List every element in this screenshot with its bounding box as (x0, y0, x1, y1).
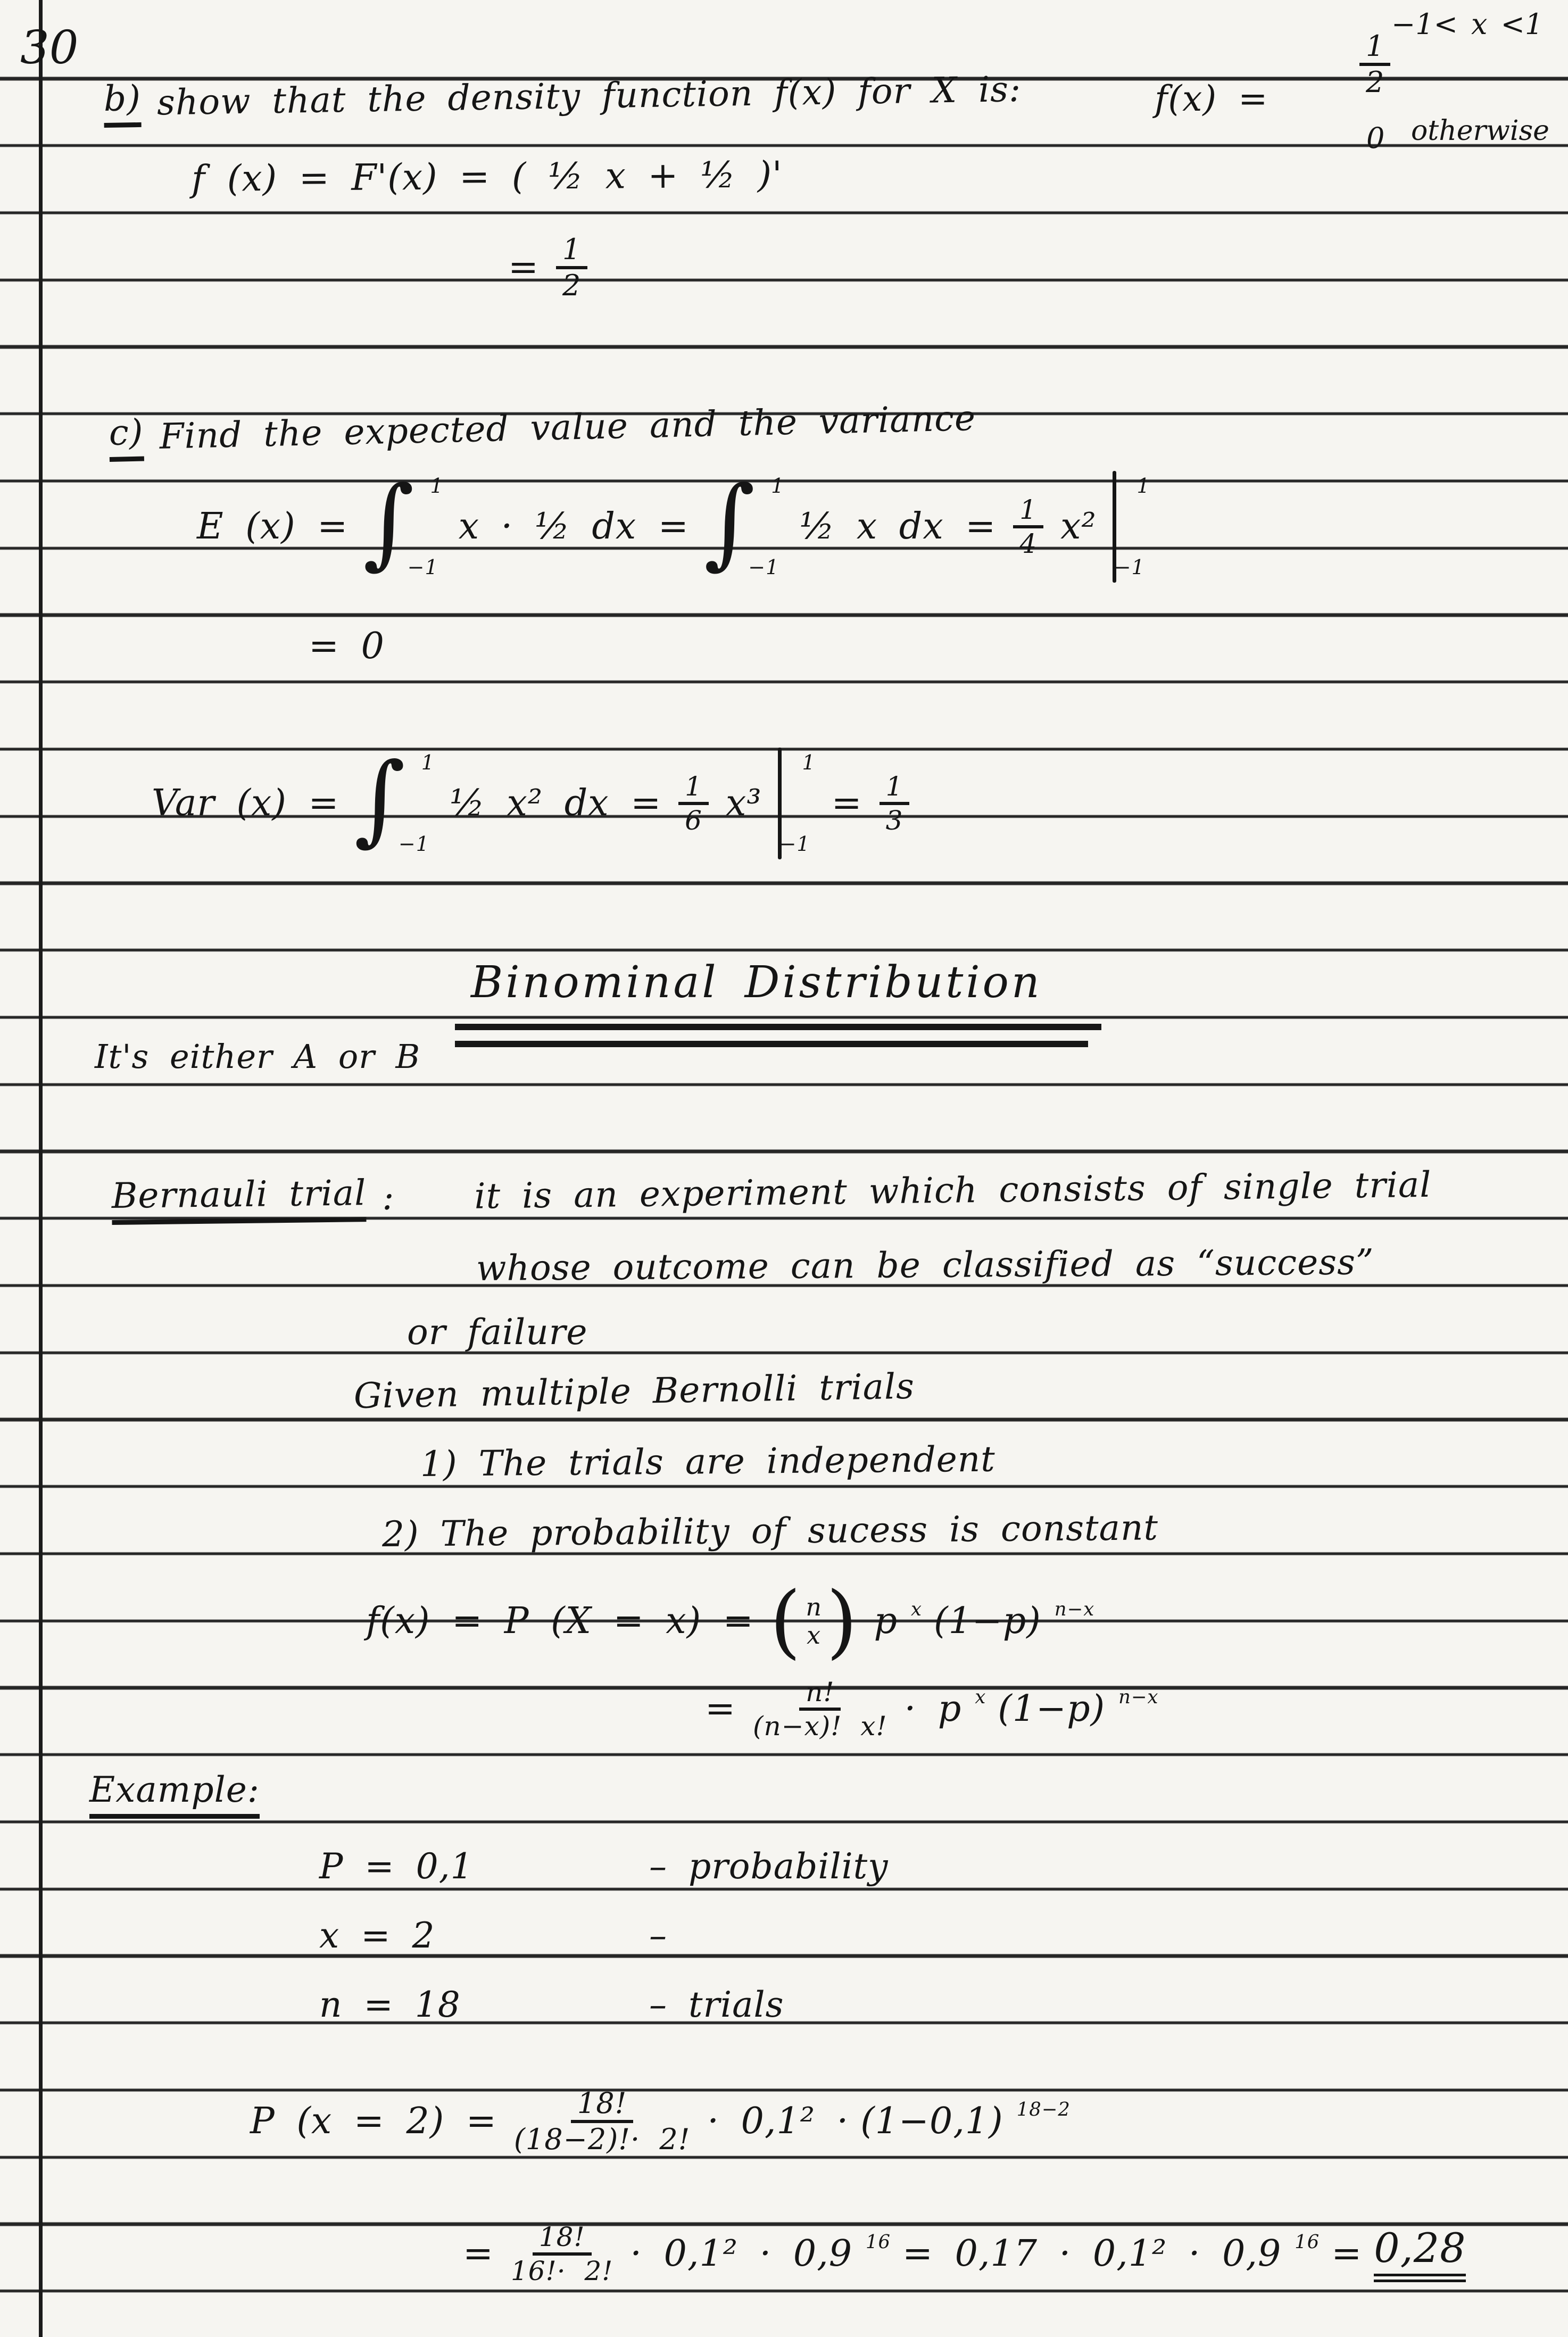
bernoulli-def2-row (476, 1243, 1374, 1288)
piecewise-zero: 0 (1366, 121, 1385, 155)
section-b-row (103, 65, 1022, 128)
open-paren: ( (769, 1575, 802, 1668)
example-p-note: – probability (649, 1846, 889, 1887)
result-mid-3: = (1331, 2232, 1363, 2275)
simplified-row (508, 234, 593, 302)
pmf2-dot-p: · p (904, 1687, 962, 1730)
bernoulli-def3-row (407, 1313, 587, 1352)
example-x-value: x = 2 (319, 1915, 435, 1956)
example-n-value: n = 18 (319, 1984, 461, 2025)
result-exponent-2: 16 (1295, 2231, 1320, 2253)
integral-limits (407, 474, 444, 579)
evaluation-upper-limit: 1 (1136, 474, 1150, 498)
bernoulli-colon: : (381, 1176, 395, 1218)
calc-fraction (514, 2088, 691, 2156)
expected-value-row (197, 463, 1155, 591)
var-body: x³ (725, 782, 762, 824)
pmf2-base: (1−p) (998, 1687, 1106, 1730)
var-coef-denominator: 6 (685, 805, 702, 836)
integral-limits (748, 474, 785, 579)
section-c-row (109, 394, 976, 462)
calc-denominator: (18−2)!· 2! (513, 2123, 691, 2156)
var-result-numerator: 1 (880, 772, 910, 805)
pmf2-denominator: (n−x)! x! (752, 1711, 887, 1742)
calc-mid: · 0,1² · (707, 2100, 849, 2142)
integral-limits (398, 750, 435, 856)
e-coef-denominator: 4 (1019, 528, 1038, 559)
calc-base: (1−0,1) (860, 2100, 1003, 2142)
e-term-1: x · ½ dx = (458, 505, 689, 548)
point1-row (420, 1440, 995, 1484)
integral-upper-limit: 1 (430, 474, 444, 498)
pmf2-fraction (753, 1678, 887, 1741)
evaluation-bar-2 (778, 748, 816, 859)
simplified-fraction (556, 234, 587, 302)
integral-lower-limit: −1 (398, 832, 429, 856)
given-row (353, 1365, 915, 1416)
example-p-value: P = 0,1 (319, 1846, 474, 1887)
evaluation-limits (779, 750, 816, 856)
var-result-eq: = (831, 782, 862, 824)
calc-row (250, 2060, 1071, 2183)
calc-lhs: P (x = 2) = (250, 2100, 497, 2142)
bernoulli-term: Bernauli trial (111, 1174, 366, 1224)
example-label-row (89, 1771, 260, 1819)
example-x-note: – (649, 1915, 667, 1956)
integral-1 (363, 465, 444, 580)
result-eq: = (463, 2232, 494, 2275)
var-lhs: Var (x) = (152, 782, 339, 824)
evaluation-bar-1 (1113, 471, 1150, 583)
section-b-label: b) (103, 79, 141, 128)
result-mid-2: = 0,17 · 0,1² · 0,9 (902, 2232, 1282, 2275)
pmf2-exponent-nx: n−x (1118, 1686, 1159, 1708)
choose-column (801, 1593, 826, 1650)
derivative-row (192, 155, 783, 200)
pmf-lhs: f(x) = P (X = x) = (366, 1600, 754, 1642)
example-x-row (319, 1917, 667, 1955)
piecewise-half-numerator: 1 (1359, 31, 1390, 66)
integral-sign: ∫ (363, 465, 415, 580)
binomial-title-row (471, 959, 1042, 1007)
example-n-row (319, 1986, 784, 2025)
result-exponent-1: 16 (866, 2231, 891, 2253)
section-c-label: c) (109, 413, 144, 462)
e-coef-numerator: 1 (1013, 495, 1043, 528)
piecewise-lhs-row (1155, 80, 1268, 119)
var-result-fraction (880, 772, 910, 835)
pmf-p: p (874, 1600, 898, 1642)
pmf2-numerator: n! (799, 1678, 841, 1711)
bernoulli-def-1: it is an experiment which consists of single trial (474, 1164, 1432, 1217)
margin-line (39, 0, 43, 2337)
var-coefficient-fraction (678, 772, 709, 835)
evaluation-lower-limit: −1 (779, 832, 810, 856)
integral-lower-limit: −1 (407, 555, 438, 579)
e-body: x² (1060, 505, 1097, 548)
integral-3 (354, 741, 435, 857)
example-label: Example: (89, 1771, 260, 1819)
example-p-row (319, 1847, 889, 1886)
bernoulli-row (111, 1161, 1431, 1225)
piecewise-otherwise: otherwise (1411, 115, 1549, 147)
piecewise-lhs: f(x) = (1155, 78, 1268, 119)
example-n-note: – trials (649, 1984, 784, 2025)
section-b-intro: show that the density function f(x) for X is: (156, 68, 1022, 123)
bernoulli-def-2: whose outcome can be classified as “success” (476, 1241, 1374, 1289)
simplified-eq: = (508, 246, 539, 288)
either-row (95, 1039, 420, 1075)
choose-n: n (806, 1593, 822, 1622)
binomial-title: Binominal Distribution (471, 957, 1042, 1008)
point-2: 2) The probability of sucess is constant (381, 1507, 1159, 1555)
point2-row (382, 1509, 1159, 1554)
var-coef-numerator: 1 (678, 772, 709, 805)
pmf2-eq: = (705, 1687, 736, 1730)
var-term: ½ x² dx = (449, 782, 662, 824)
final-answer: 0,28 (1374, 2226, 1466, 2282)
integral-sign: ∫ (703, 465, 756, 580)
result-denominator: 16!· 2! (510, 2256, 613, 2286)
e-zero-row (309, 627, 385, 667)
piecewise-half-fraction (1359, 31, 1390, 98)
integral-lower-limit: −1 (748, 555, 779, 579)
result-fraction (511, 2223, 613, 2285)
pmf-exponent-x: x (911, 1598, 922, 1620)
title-underline (455, 1041, 1088, 1047)
section-c-heading: Find the expected value and the variance (159, 397, 976, 457)
integral-upper-limit: 1 (421, 750, 435, 774)
result-numerator: 18! (533, 2223, 592, 2256)
var-result-denominator: 3 (885, 805, 903, 836)
bernoulli-def-3: or failure (407, 1312, 588, 1353)
evaluation-limits (1114, 474, 1150, 579)
pmf-exponent-nx: n−x (1054, 1598, 1095, 1620)
result-row (463, 2201, 1466, 2307)
calc-exponent: 18−2 (1016, 2098, 1071, 2120)
pmf-expanded-row (705, 1656, 1158, 1762)
result-mid-1: · 0,1² · 0,9 (630, 2232, 853, 2275)
page-number: 30 (20, 21, 79, 74)
calc-numerator: 18! (571, 2088, 633, 2123)
choose-x: x (807, 1621, 822, 1650)
e-lhs: E (x) = (197, 505, 349, 548)
pmf-base: (1−p) (933, 1600, 1041, 1642)
integral-2 (703, 465, 785, 580)
simplified-numerator: 1 (556, 234, 587, 269)
either-text: It's either A or B (95, 1037, 421, 1076)
close-paren: ) (826, 1575, 858, 1668)
title-underline (455, 1024, 1101, 1030)
e-term-2: ½ x dx = (799, 505, 997, 548)
evaluation-upper-limit: 1 (802, 750, 816, 774)
variance-row (152, 740, 915, 867)
integral-upper-limit: 1 (771, 474, 785, 498)
binomial-coefficient (769, 1575, 858, 1668)
e-zero: = 0 (309, 625, 385, 667)
piecewise-half-denominator: 2 (1366, 65, 1384, 100)
piecewise-range-note: −1< x <1 (1391, 7, 1544, 41)
e-coefficient-fraction (1013, 495, 1043, 558)
evaluation-lower-limit: −1 (1114, 555, 1145, 579)
point-1: 1) The trials are independent (420, 1438, 996, 1485)
given-text: Given multiple Bernolli trials (353, 1365, 915, 1416)
integral-sign: ∫ (354, 741, 406, 857)
simplified-denominator: 2 (562, 269, 582, 303)
derivative-formula: f (x) = F'(x) = ( ½ x + ½ )' (191, 154, 783, 200)
pmf2-exponent-x: x (975, 1686, 986, 1708)
